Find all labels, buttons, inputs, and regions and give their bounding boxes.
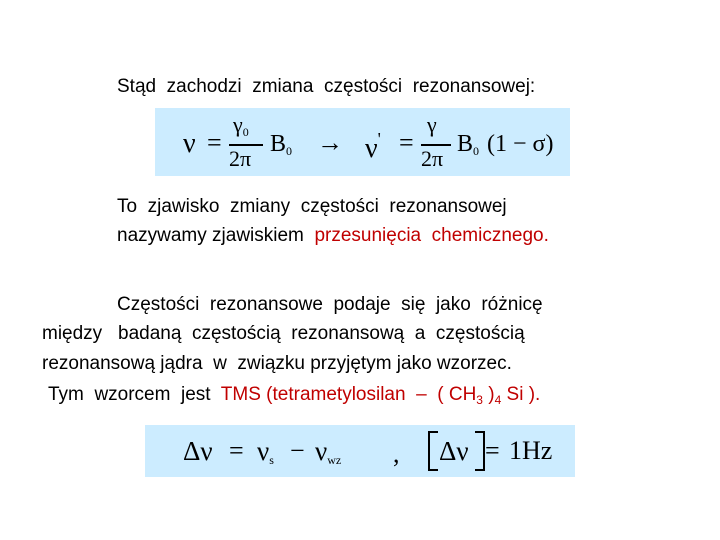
equation-box-2: [145, 425, 575, 477]
comma: ,: [393, 439, 400, 468]
intro-line: Stąd zachodzi zmiana częstości rezonansowej:: [117, 76, 536, 97]
equation-box-1: [155, 108, 570, 176]
paragraph-2-line-1: To zjawisko zmiany częstości rezonansowej: [117, 196, 507, 217]
delta-nu-symbol: Δν: [183, 436, 213, 466]
field-symbol-2: $B_0$: [457, 131, 480, 158]
tms-reference: TMS (tetrametylosilan – ( $CH_3$ )$_4$ Si ).: [220, 384, 541, 407]
equals-sign-4: =: [485, 436, 500, 465]
fraction-numerator-2: γ: [427, 112, 437, 137]
equals-sign-3: =: [229, 436, 244, 465]
nu-wz-symbol: $\nu_{wz}$: [315, 436, 342, 467]
field-symbol: $B_0$: [270, 131, 293, 158]
nu-symbol: ν: [183, 128, 196, 159]
chemical-shift-term: przesunięcia chemicznego.: [314, 225, 549, 246]
fraction-denominator-2: 2π: [421, 146, 444, 171]
shielding-factor: (1 − σ): [487, 131, 554, 157]
paragraph-3-line-1: Częstości rezonansowe podaje się jako różnicę: [117, 294, 543, 315]
paragraph-3-line-2: między badaną częstością rezonansową a częstością: [42, 323, 525, 344]
minus-sign: −: [290, 436, 305, 465]
equals-sign-2: =: [399, 128, 414, 157]
unit-value: 1Hz: [509, 436, 553, 465]
right-bracket: [475, 431, 485, 471]
left-bracket: [428, 431, 438, 471]
fraction-denominator: 2π: [229, 146, 252, 171]
equals-sign: =: [207, 128, 222, 157]
nu-prime-symbol: ν': [365, 129, 381, 164]
bracket-content: Δν: [439, 436, 469, 466]
nu-s-symbol: $\nu_s$: [257, 436, 274, 467]
fraction-numerator: $\gamma_0$: [233, 112, 249, 139]
arrow-icon: →: [317, 128, 343, 157]
paragraph-2-line-2: nazywamy zjawiskiem przesunięcia chemicznego.: [117, 225, 549, 246]
paragraph-4: Tym wzorcem jest TMS (tetrametylosilan – ( $CH_3$ )$_4$ Si ).: [48, 384, 541, 407]
paragraph-3-line-3: rezonansową jądra w związku przyjętym jako wzorzec.: [42, 353, 512, 374]
